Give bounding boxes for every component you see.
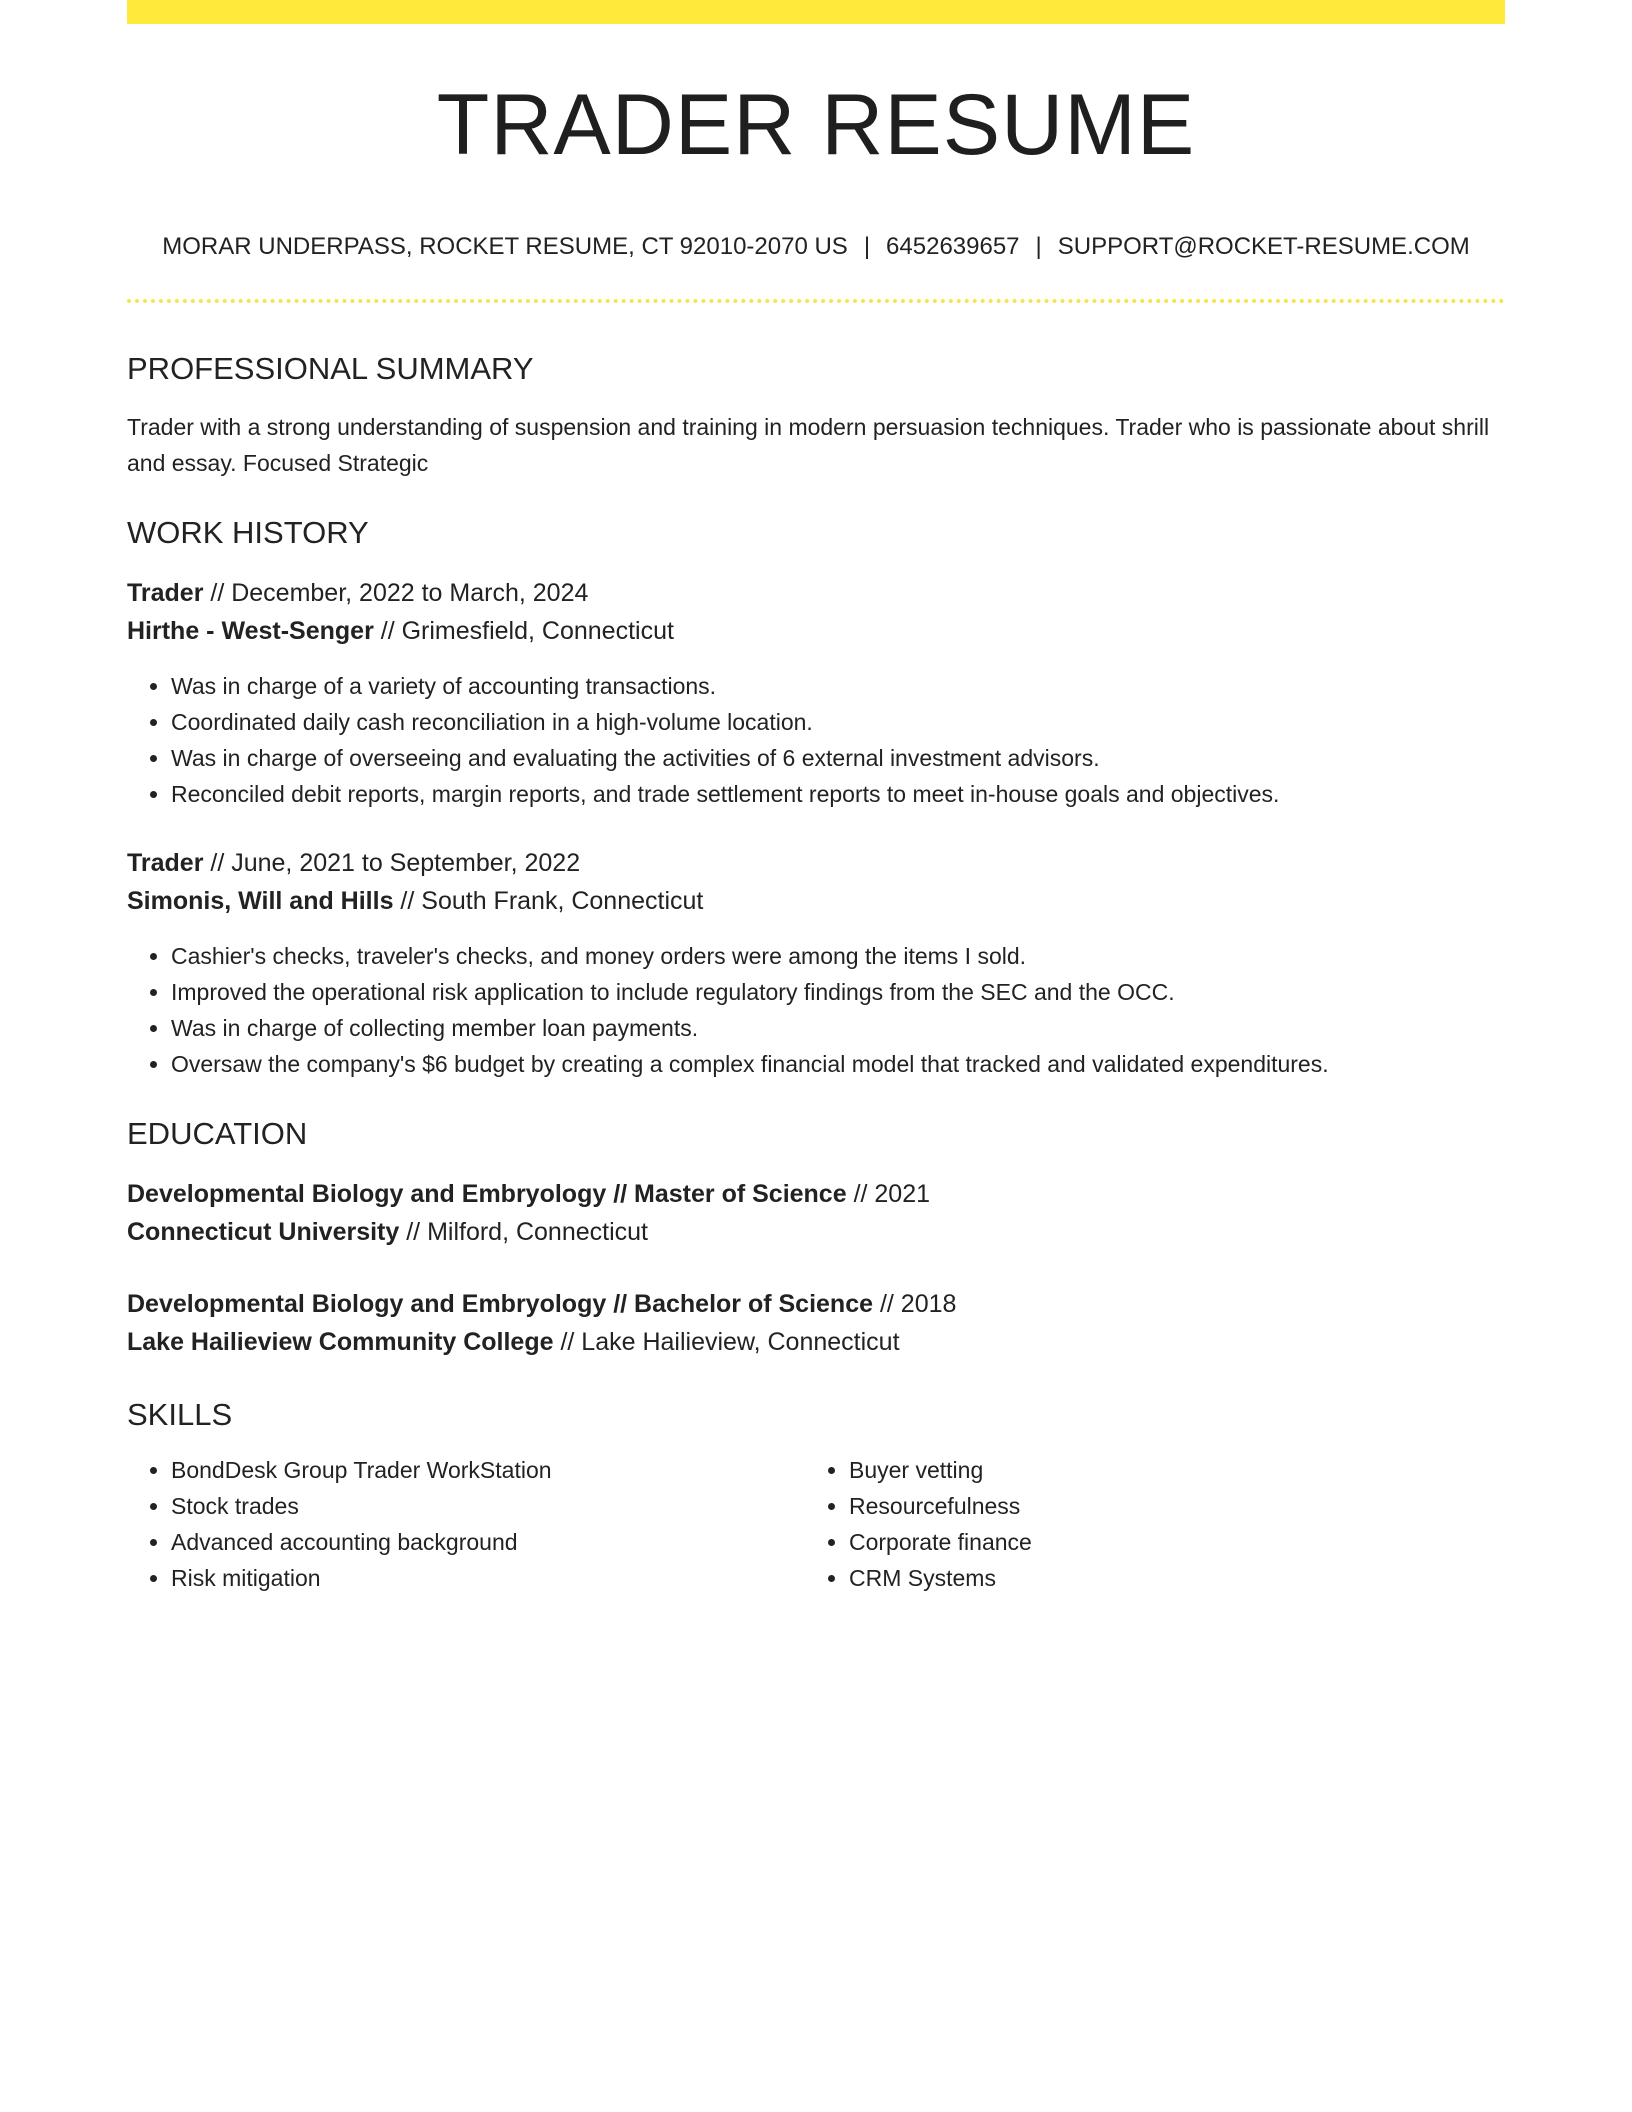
work-heading: WORK HISTORY bbox=[127, 515, 369, 550]
list-item: • Reconciled debit reports, margin reports, and trade settlement reports to meet in-house goals and objectives. bbox=[171, 776, 1505, 812]
job-title: Trader bbox=[127, 579, 204, 607]
contact-email: SUPPORT@ROCKET-RESUME.COM bbox=[1057, 233, 1470, 260]
job-location: // South Frank, Connecticut bbox=[393, 887, 704, 915]
contact-address: MORAR UNDERPASS, ROCKET RESUME, CT 92010-2070 US bbox=[162, 233, 848, 260]
list-item: • CRM Systems bbox=[849, 1560, 1483, 1596]
resume-page bbox=[127, 0, 1505, 1596]
degree-line bbox=[127, 1175, 1505, 1213]
school-location: // Lake Hailieview, Connecticut bbox=[553, 1328, 900, 1356]
job-company-line bbox=[127, 882, 1505, 920]
job-dates: // December, 2022 to March, 2024 bbox=[203, 579, 589, 607]
list-item: • Resourcefulness bbox=[849, 1488, 1483, 1524]
dotted-divider bbox=[127, 299, 1505, 303]
job-title-line bbox=[127, 574, 1505, 612]
summary-text: Trader with a strong understanding of suspension and training in modern persuasion techniques. Trader who is passionate about shrill and essay. Focused Strategic bbox=[127, 414, 1490, 476]
job-bullets bbox=[127, 938, 1505, 1082]
list-item: • Advanced accounting background bbox=[171, 1524, 805, 1560]
list-item: • Was in charge of collecting member loan payments. bbox=[171, 1010, 1505, 1046]
contact-separator: | bbox=[863, 233, 871, 260]
accent-top-bar bbox=[127, 0, 1505, 24]
degree: Developmental Biology and Embryology // Master of Science bbox=[127, 1180, 847, 1208]
job-title-line bbox=[127, 844, 1505, 882]
job-title: Trader bbox=[127, 849, 204, 877]
job-bullets bbox=[127, 668, 1505, 812]
contact-line bbox=[127, 233, 1505, 261]
degree: Developmental Biology and Embryology // Bachelor of Science bbox=[127, 1290, 874, 1318]
list-item: • Risk mitigation bbox=[171, 1560, 805, 1596]
contact-separator: | bbox=[1035, 233, 1042, 260]
education-section bbox=[127, 1118, 1505, 1361]
list-item: • Buyer vetting bbox=[849, 1452, 1483, 1488]
degree-line bbox=[127, 1285, 1505, 1323]
resume-title: TRADER RESUME bbox=[436, 77, 1196, 173]
skills-right-list bbox=[805, 1452, 1483, 1596]
school-line bbox=[127, 1323, 1505, 1361]
degree-year: // 2018 bbox=[873, 1290, 957, 1318]
skills-section bbox=[127, 1399, 1505, 1596]
list-item: • Cashier's checks, traveler's checks, and money orders were among the items I sold. bbox=[171, 938, 1505, 974]
job-company: Hirthe - West-Senger bbox=[127, 617, 374, 645]
school: Lake Hailieview Community College bbox=[127, 1328, 554, 1356]
job-entry bbox=[127, 844, 1505, 1082]
education-heading: EDUCATION bbox=[127, 1116, 308, 1151]
school-line bbox=[127, 1213, 1505, 1251]
education-entry bbox=[127, 1285, 1505, 1361]
education-entry bbox=[127, 1175, 1505, 1251]
job-company-line bbox=[127, 612, 1505, 650]
list-item: • Corporate finance bbox=[849, 1524, 1483, 1560]
list-item: • Stock trades bbox=[171, 1488, 805, 1524]
job-company: Simonis, Will and Hills bbox=[127, 887, 394, 915]
skills-left-list bbox=[127, 1452, 805, 1596]
degree-year: // 2021 bbox=[846, 1180, 931, 1208]
work-section bbox=[127, 517, 1505, 1082]
summary-heading: PROFESSIONAL SUMMARY bbox=[127, 351, 534, 386]
skills-heading: SKILLS bbox=[127, 1397, 233, 1432]
contact-phone: 6452639657 bbox=[886, 233, 1020, 260]
job-entry bbox=[127, 574, 1505, 812]
summary-section bbox=[127, 353, 1505, 481]
list-item: • Was in charge of overseeing and evaluating the activities of 6 external investment advisors. bbox=[171, 740, 1505, 776]
job-location: // Grimesfield, Connecticut bbox=[373, 617, 674, 645]
school: Connecticut University bbox=[127, 1218, 400, 1246]
list-item: • Coordinated daily cash reconciliation in a high-volume location. bbox=[171, 704, 1505, 740]
skills-columns bbox=[127, 1452, 1505, 1596]
job-dates: // June, 2021 to September, 2022 bbox=[203, 849, 581, 877]
list-item: • Oversaw the company's $6 budget by creating a complex financial model that tracked and validated expenditures. bbox=[171, 1046, 1505, 1082]
list-item: • Improved the operational risk application to include regulatory findings from the SEC and the OCC. bbox=[171, 974, 1505, 1010]
list-item: • Was in charge of a variety of accounting transactions. bbox=[171, 668, 1505, 704]
school-location: // Milford, Connecticut bbox=[399, 1218, 648, 1246]
list-item: • BondDesk Group Trader WorkStation bbox=[171, 1452, 805, 1488]
